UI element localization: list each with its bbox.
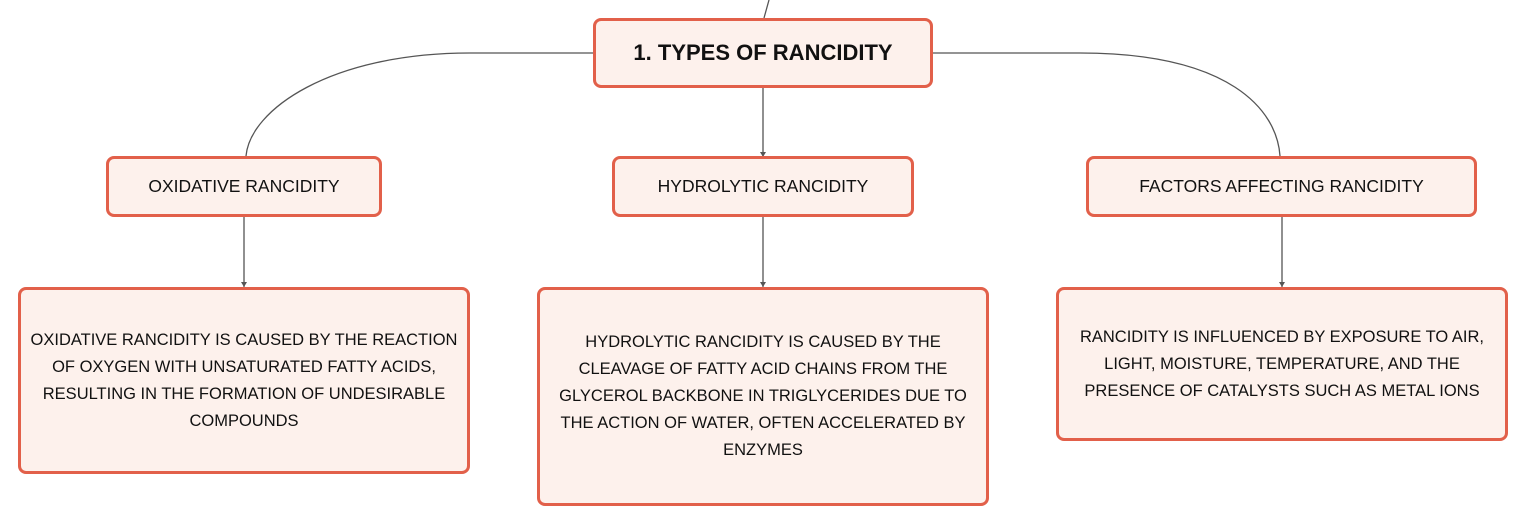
detail-text: HYDROLYTIC RANCIDITY IS CAUSED BY THE CLEAVAGE OF FATTY ACID CHAINS FROM THE GLYCEROL BACKBONE IN TRIGLYCERIDES DUE TO THE ACTION OF WATER, OFTEN ACCELERATED BY ENZYMES <box>559 333 967 459</box>
detail-node-oxidative-rancidity[interactable] <box>18 287 470 474</box>
topic-label: OXIDATIVE RANCIDITY <box>148 176 340 196</box>
topic-label: HYDROLYTIC RANCIDITY <box>657 176 869 196</box>
detail-node-hydrolytic-rancidity[interactable] <box>537 287 989 506</box>
detail-text: OXIDATIVE RANCIDITY IS CAUSED BY THE REACTION OF OXYGEN WITH UNSATURATED FATTY ACIDS, RESULTING IN THE FORMATION OF UNDESIRABLE COMPOUNDS <box>30 330 458 430</box>
topic-node-hydrolytic-rancidity[interactable] <box>612 156 914 217</box>
topic-label: FACTORS AFFECTING RANCIDITY <box>1139 176 1424 196</box>
root-label: 1. TYPES OF RANCIDITY <box>633 40 893 65</box>
topic-node-oxidative-rancidity[interactable] <box>106 156 382 217</box>
root-node[interactable] <box>593 18 933 88</box>
detail-node-factors-affecting-rancidity[interactable] <box>1056 287 1508 441</box>
connector-root-to-factors <box>933 53 1280 156</box>
topic-node-factors-affecting-rancidity[interactable] <box>1086 156 1477 217</box>
incoming-connector <box>764 0 769 18</box>
detail-text: RANCIDITY IS INFLUENCED BY EXPOSURE TO AIR, LIGHT, MOISTURE, TEMPERATURE, AND THE PRESENCE OF CATALYSTS SUCH AS METAL IONS <box>1079 327 1485 400</box>
connector-root-to-oxidative <box>246 53 593 156</box>
